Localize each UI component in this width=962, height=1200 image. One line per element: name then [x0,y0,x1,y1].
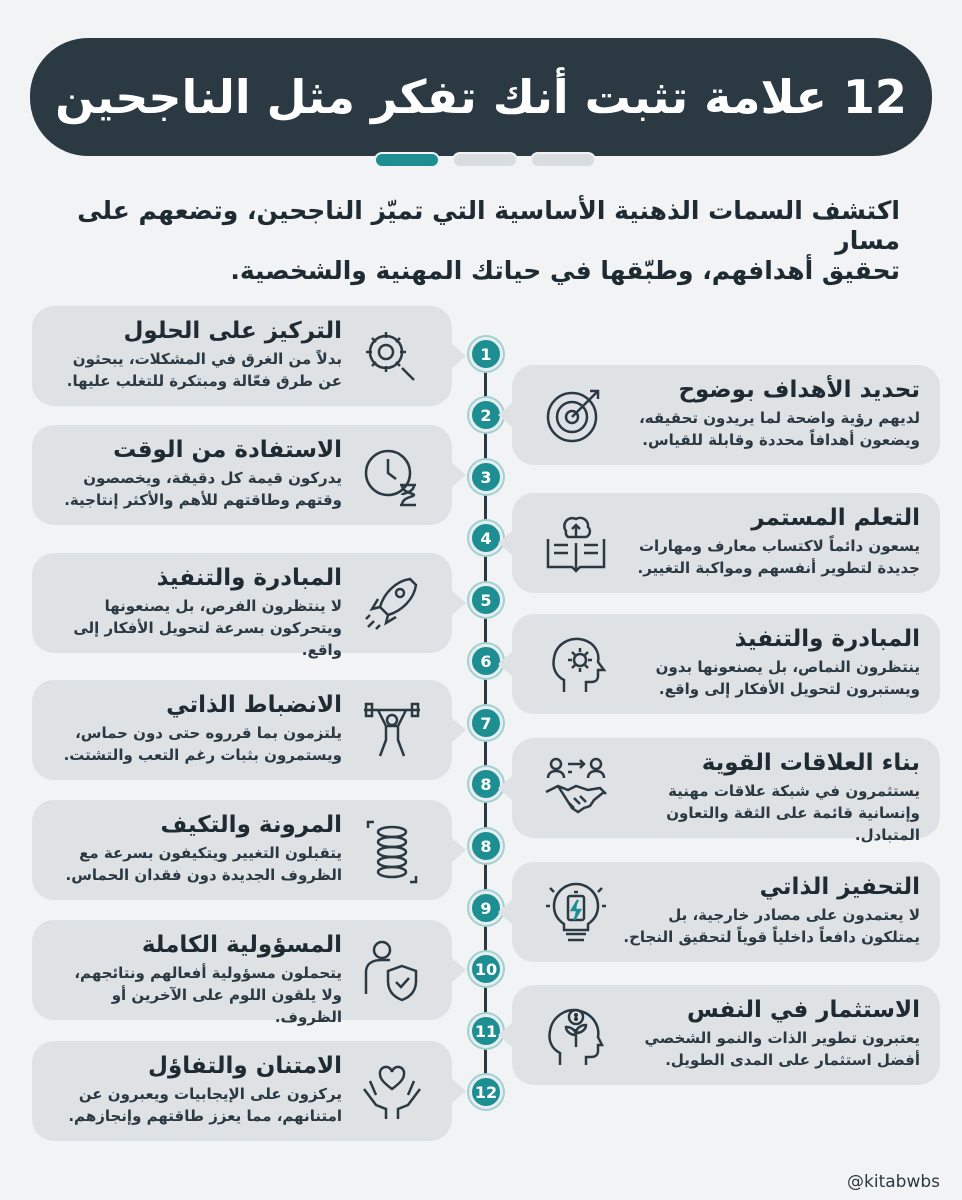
card-description-line: لا يعتمدون على مصادر خارجية، بل [668,906,920,924]
step-number: 9 [469,891,503,925]
rocket-icon [360,571,424,635]
card-self-motivation [512,862,940,962]
card-title: الامتنان والتفاؤل [148,1053,342,1079]
card-description-line: يركزون على الإيجابيات ويعبرون عن [78,1085,342,1103]
step-number: 3 [469,460,503,494]
step-number: 1 [469,337,503,371]
card-self-discipline [32,680,452,780]
card-description-line: يمتلكون دافعاً داخلياً قوياً لتحقيق النجاح. [623,928,920,946]
step-number: 12 [469,1075,503,1109]
card-description-line: ينتظرون النماص، بل يصنعونها بدون [655,658,920,676]
head-gear-icon [544,632,608,696]
card-description-line: يلتزمون بما قرروه حتى دون حماس، [75,724,342,742]
subtitle [40,196,900,286]
step-number: 8 [469,829,503,863]
hands-heart-icon [360,1059,424,1123]
open-book-icon [544,511,608,575]
title-banner [30,38,932,156]
card-description-line: يتحملون مسؤولية أفعالهم ونتائجهم، [74,964,342,982]
card-description-line: يسعون دائماً لاكتساب معارف ومهارات [638,537,920,555]
head-growth-icon [544,1003,608,1067]
card-description-line: بدلاً من الغرق في المشكلات، يبحثون [72,350,342,368]
card-description-line: امتنانهم، مما يعزز طاقتهم وإنجازهم. [68,1107,342,1125]
card-initiative-2 [512,614,940,714]
card-description-line: ويضعون أهدافاً محددة وقابلة للقياس. [642,431,920,449]
card-strong-relations [512,738,940,844]
card-description-line: وقتهم وطاقتهم للأهم والأكثر إنتاجية. [64,491,342,509]
card-title: التعلم المستمر [751,505,920,531]
card-gratitude [32,1041,452,1141]
card-clear-goals [512,365,940,465]
step-number: 4 [469,521,503,555]
step-number: 7 [469,706,503,740]
card-description-line: ويستبرون لتحويل الأفكار إلى واقع. [658,680,920,698]
card-title: التركيز على الحلول [123,318,342,344]
step-number: 2 [469,398,503,432]
page-indicator [370,150,600,172]
card-description-line: يتقبلون التغيير ويتكيفون بسرعة مع [79,844,342,862]
step-number: 8 [469,767,503,801]
card-description-line: أفضل استثمار على المدى الطويل. [665,1051,920,1069]
card-initiative [32,553,452,659]
card-flexibility [32,800,452,900]
card-description-line: لديهم رؤية واضحة لما يريدون تحقيقه، [639,409,920,427]
card-title: الاستفادة من الوقت [113,437,342,463]
step-number: 10 [469,952,503,986]
page-title: 12 علامة تثبت أنك تفكر مثل الناجحين [55,70,907,124]
step-number: 5 [469,583,503,617]
card-description-line: لا ينتظرون الفرص، بل يصنعونها [104,597,342,615]
card-title: بناء العلاقات القوية [701,750,920,776]
card-description-line: ويستمرون بثبات رغم التعب والتشتت. [63,746,342,764]
footer-handle: @kitabwbs [847,1172,940,1192]
card-description-line: يدركون قيمة كل دقيقة، ويخصصون [83,469,342,487]
card-title: المبادرة والتنفيذ [156,565,342,591]
lightbulb-battery-icon [544,880,608,944]
card-self-investment [512,985,940,1085]
gear-search-icon [360,324,424,388]
handshake-icon [544,756,608,820]
step-number: 6 [469,644,503,678]
indicator-dot-active [374,152,440,168]
card-description-line: يستثمرون في شبكة علاقات مهنية [668,782,920,800]
card-description-line: يعتبرون تطوير الذات والنمو الشخصي [644,1029,920,1047]
card-title: المرونة والتكيف [160,812,342,838]
subtitle-line-2: تحقيق أهدافهم، وطبّقها في حياتك المهنية والشخصية. [230,256,900,285]
card-continuous-learning [512,493,940,593]
card-focus-solutions [32,306,452,406]
card-time-use [32,425,452,525]
subtitle-line-1: اكتشف السمات الذهنية الأساسية التي تميّز الناجحين، وتضعهم على مسار [77,196,900,255]
card-description-line: وإنسانية قائمة على الثقة والتعاون المتبادل. [666,804,920,844]
card-description-line: جديدة لتطوير أنفسهم ومواكبة التغيير. [637,559,920,577]
card-title: التحفيز الذاتي [759,874,920,900]
card-title: المسؤولية الكاملة [141,932,342,958]
weightlifter-icon [360,698,424,762]
indicator-dot-3 [530,152,596,168]
clock-hourglass-icon [360,443,424,507]
card-description-line: الظروف الجديدة دون فقدان الحماس. [65,866,342,884]
card-title: الاستثمار في النفس [686,997,920,1023]
person-shield-icon [360,938,424,1002]
card-description-line: ويتحركون بسرعة لتحويل الأفكار إلى واقع. [73,619,342,659]
card-title: الانضباط الذاتي [166,692,342,718]
card-title: تحديد الأهداف بوضوح [678,377,920,403]
spring-icon [360,818,424,882]
card-description-line: ولا يلقون اللوم على الآخرين أو الظروف. [111,986,342,1026]
target-icon [544,383,608,447]
card-title: المبادرة والتنفيذ [734,626,920,652]
card-description-line: عن طرق فعّالة ومبتكرة للتغلب عليها. [66,372,342,390]
card-responsibility [32,920,452,1026]
step-number: 11 [469,1014,503,1048]
indicator-dot-2 [452,152,518,168]
